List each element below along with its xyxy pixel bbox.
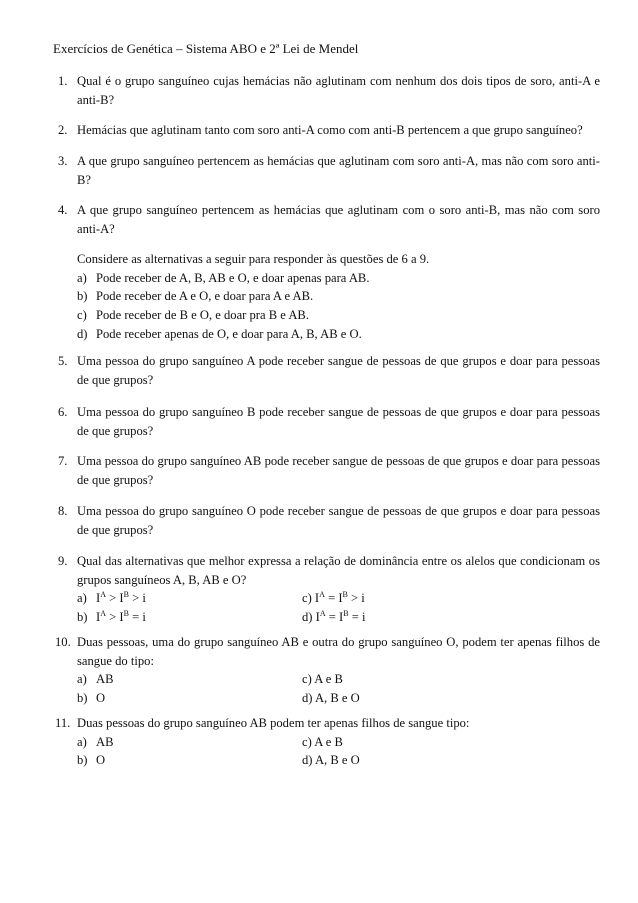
- question-number: 4.: [58, 203, 68, 217]
- option-d: [77, 325, 600, 344]
- option-text: Pode receber de A e O, e doar para A e AB.: [96, 289, 314, 304]
- question-number: 1.: [58, 74, 68, 88]
- option-a: [77, 269, 600, 288]
- option-label: a): [77, 734, 87, 749]
- option-label: b): [77, 690, 88, 705]
- question-text: Uma pessoa do grupo sanguíneo O pode receber sangue de pessoas de que grupos e doar para pessoas de que grupos?: [77, 504, 600, 537]
- option-a: [77, 733, 307, 752]
- option-d: d) A, B e O: [302, 690, 360, 705]
- option-d: d) $I^A = I^B = i$: [302, 608, 366, 624]
- question-11: [55, 714, 600, 770]
- option-label: a): [77, 591, 87, 606]
- question-1: [58, 72, 600, 109]
- option-b: [77, 751, 307, 770]
- option-label: b): [77, 609, 88, 624]
- question-2: [58, 121, 600, 140]
- option-d: d) A, B e O: [302, 753, 360, 768]
- option-text: Pode receber de B e O, e doar pra B e AB.: [96, 307, 309, 322]
- option-text: $I^A > I^B > i$: [96, 590, 146, 606]
- question-4: [58, 201, 600, 343]
- question-number: 2.: [58, 123, 68, 137]
- question-number: 5.: [58, 354, 68, 368]
- option-b: [77, 287, 600, 306]
- document-title: Exercícios de Genética – Sistema ABO e 2ª Lei de Mendel: [53, 41, 359, 56]
- question-number: 8.: [58, 504, 68, 518]
- question-number: 7.: [58, 454, 68, 468]
- option-label: b): [77, 289, 88, 304]
- question-text: Duas pessoas do grupo sanguíneo AB podem ter apenas filhos de sangue tipo:: [77, 716, 470, 730]
- option-label: b): [77, 753, 88, 768]
- question-text: Uma pessoa do grupo sanguíneo AB pode receber sangue de pessoas de que grupos e doar para pessoas de que grupos?: [77, 454, 600, 487]
- option-text: $I^A > I^B = i$: [96, 608, 146, 624]
- question-text: A que grupo sanguíneo pertencem as hemácias que aglutinam com soro anti-A, mas não com soro anti-B?: [77, 154, 600, 187]
- question-number: 9.: [58, 554, 68, 568]
- question-9: [58, 552, 600, 626]
- question-8: [58, 502, 600, 539]
- option-text: AB: [96, 672, 114, 687]
- option-text: AB: [96, 734, 114, 749]
- option-a: [77, 589, 307, 608]
- question-number: 6.: [58, 405, 68, 419]
- question-7: [58, 452, 600, 489]
- question-6: [58, 403, 600, 440]
- option-c: c) $I^A = I^B > i$: [302, 590, 365, 606]
- option-label: a): [77, 672, 87, 687]
- question-text: Uma pessoa do grupo sanguíneo B pode receber sangue de pessoas de que grupos e doar para pessoas de que grupos?: [77, 405, 600, 438]
- question-text: Qual das alternativas que melhor expressa a relação de dominância entre os alelos que condicionam os grupos sanguíneos A, B, AB e O?: [77, 554, 600, 587]
- question-number: 3.: [58, 154, 68, 168]
- option-b: [77, 689, 307, 708]
- question-number: 11.: [55, 716, 71, 730]
- option-c: [77, 306, 600, 325]
- option-label: a): [77, 270, 87, 285]
- question-5: [58, 352, 600, 389]
- option-text: Pode receber de A, B, AB e O, e doar apenas para AB.: [96, 270, 370, 285]
- options-intro: Considere as alternativas a seguir para responder às questões de 6 a 9.: [77, 252, 430, 267]
- question-text: Duas pessoas, uma do grupo sanguíneo AB e outra do grupo sanguíneo O, podem ter apenas filhos de sangue do tipo:: [77, 635, 600, 668]
- option-text: Pode receber apenas de O, e doar para A, B, AB e O.: [96, 326, 362, 341]
- question-text: Qual é o grupo sanguíneo cujas hemácias não aglutinam com nenhum dos dois tipos de soro, anti-A e anti-B?: [77, 74, 600, 107]
- option-b: [77, 608, 307, 627]
- option-label: c): [77, 307, 87, 322]
- question-number: 10.: [55, 635, 71, 649]
- question-3: [58, 152, 600, 189]
- question-text: Hemácias que aglutinam tanto com soro anti-A como com anti-B pertencem a que grupo sanguíneo?: [77, 123, 583, 137]
- option-a: [77, 670, 307, 689]
- question-text: A que grupo sanguíneo pertencem as hemácias que aglutinam com o soro anti-B, mas não com soro anti-A?: [77, 203, 600, 236]
- option-label: d): [77, 326, 88, 341]
- option-text: O: [96, 753, 106, 768]
- question-text: Uma pessoa do grupo sanguíneo A pode receber sangue de pessoas de que grupos e doar para pessoas de que grupos?: [77, 354, 600, 387]
- option-c: c) A e B: [302, 734, 343, 749]
- question-10: [55, 633, 600, 707]
- option-text: O: [96, 690, 106, 705]
- option-c: c) A e B: [302, 672, 343, 687]
